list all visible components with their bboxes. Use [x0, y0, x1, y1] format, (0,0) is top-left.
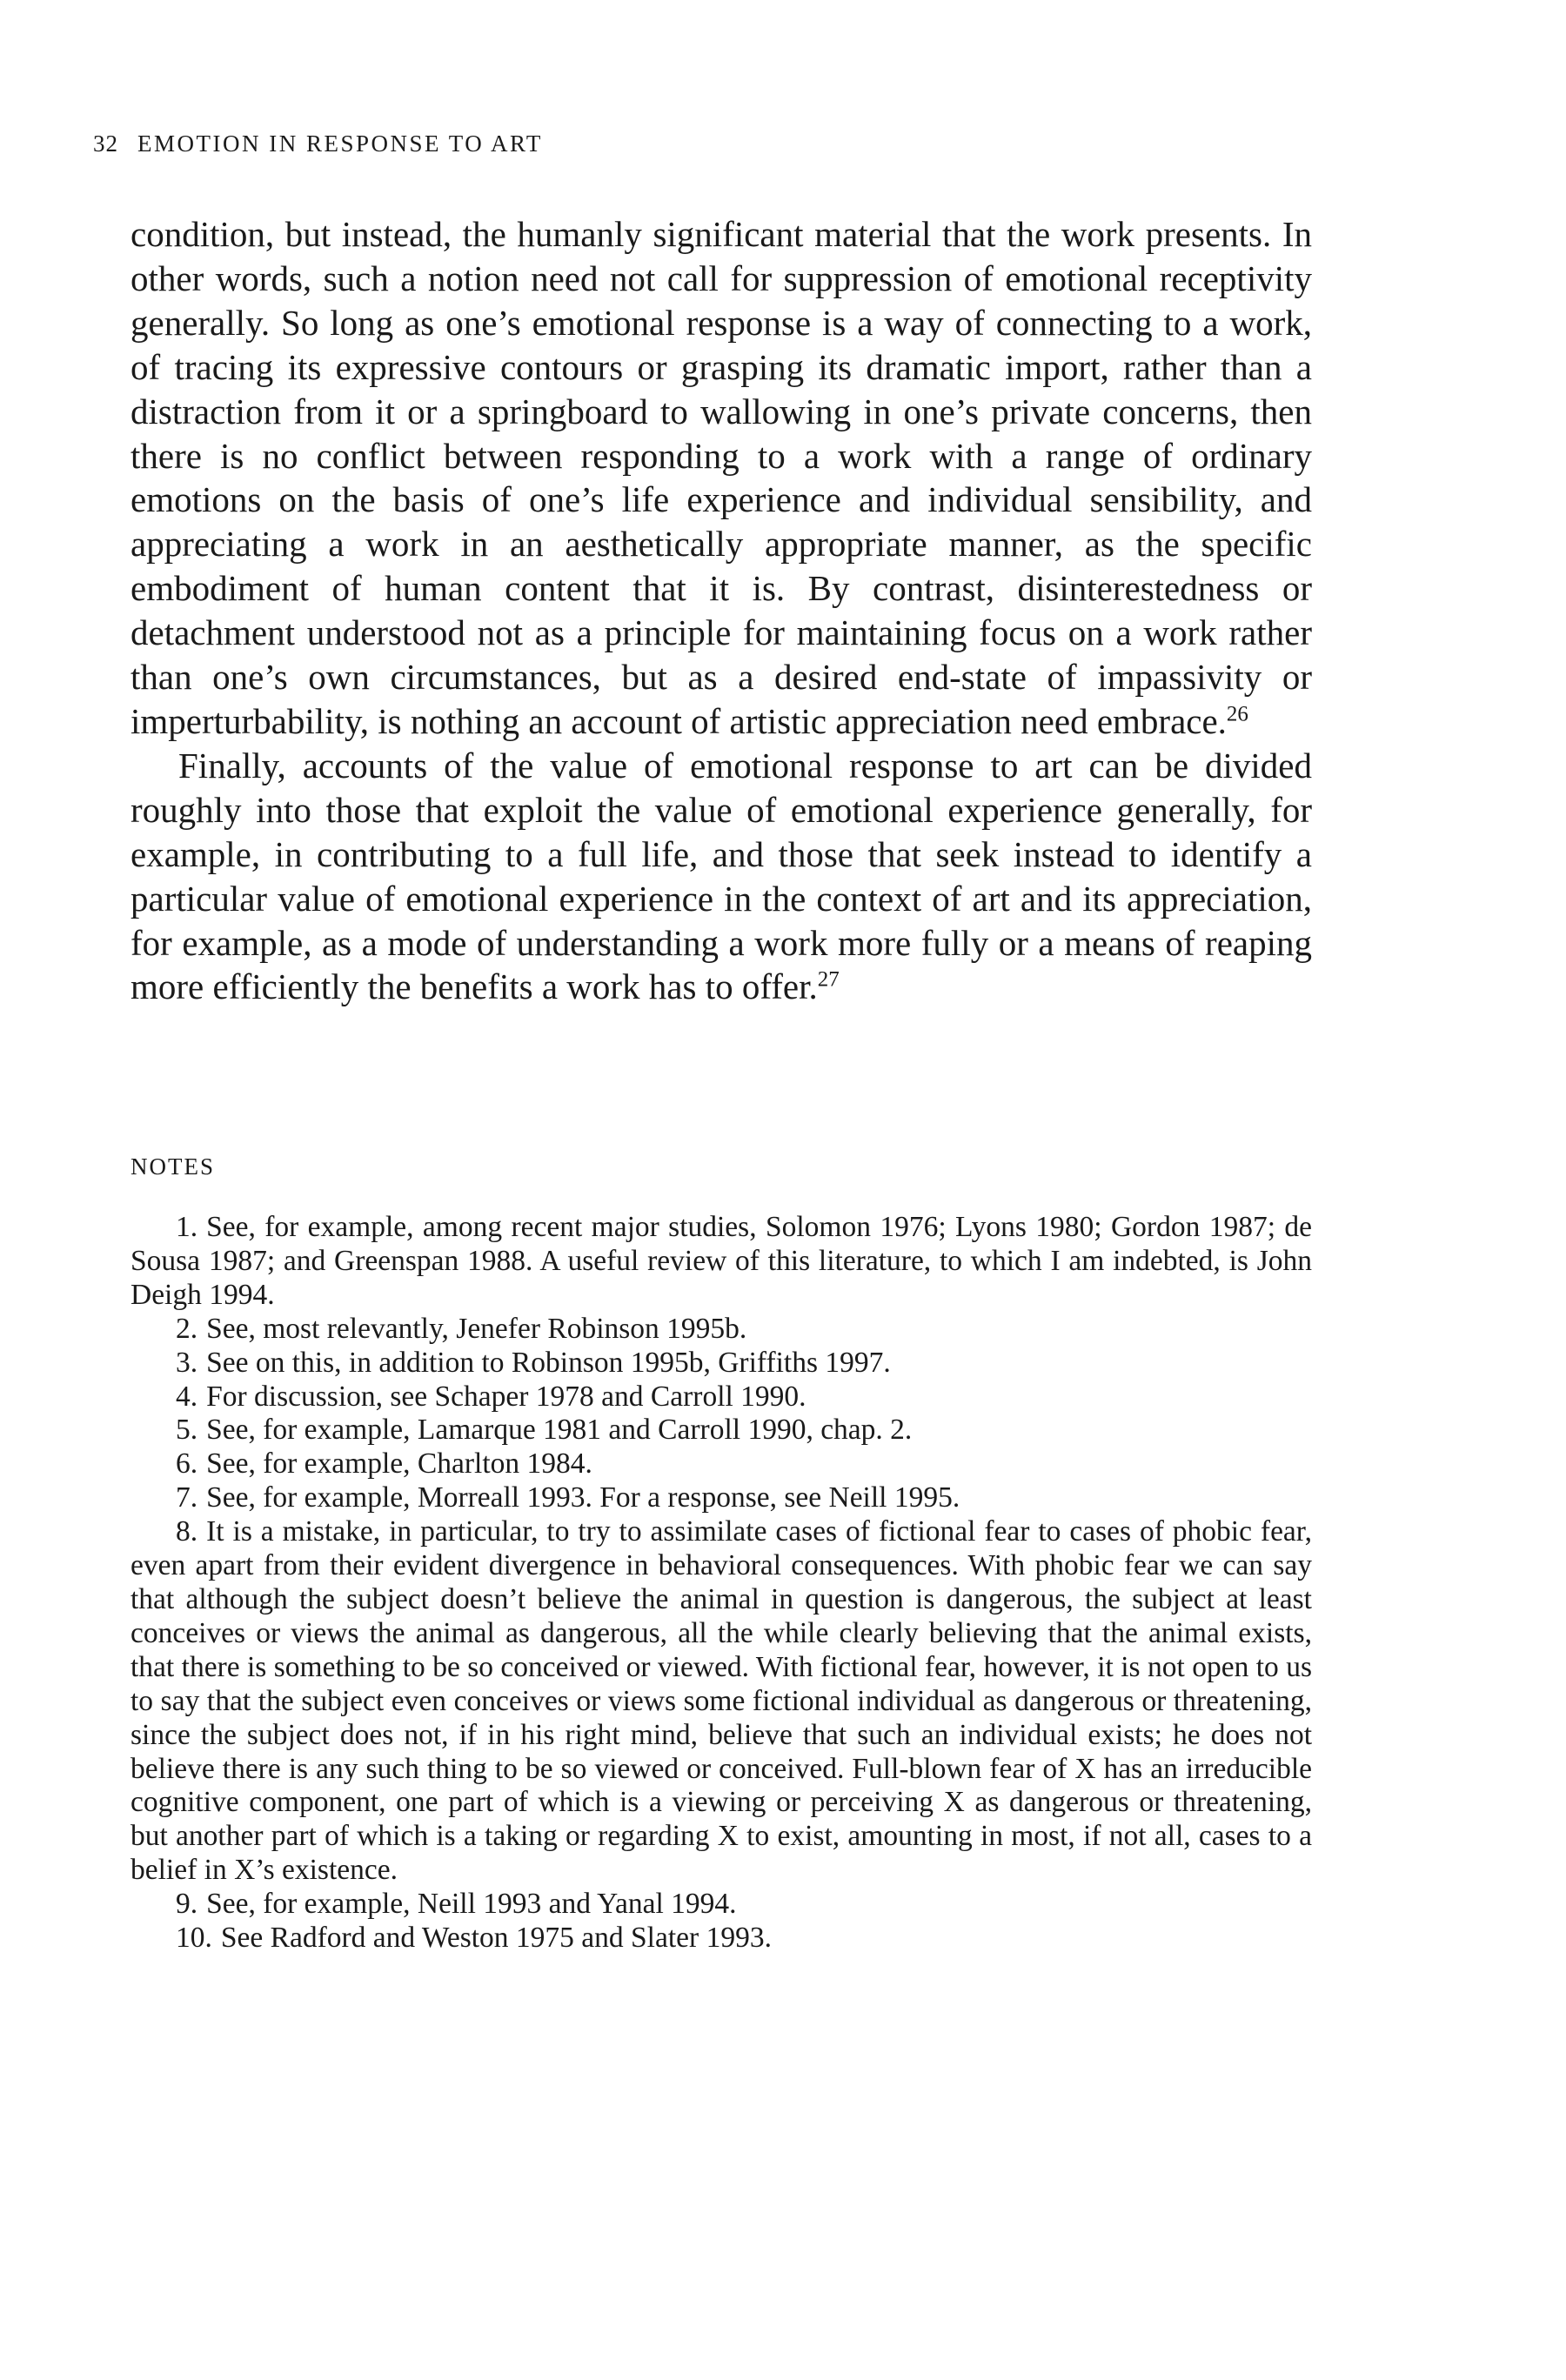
notes-list — [130, 1211, 1312, 1955]
footnote-text: See, most relevantly, Jenefer Robinson 1995b. — [206, 1312, 747, 1345]
paragraph-text: condition, but instead, the humanly significant material that the work presents. In other words, such a notion need not call for suppression of emotional receptivity generally. So long as one’s emotional response is a way of connecting to a work, of tracing its expressive contours or grasping its dramatic import, rather than a distraction from it or a springboard to wallowing in one’s private concerns, then there is no conflict between responding to a work with a range of ordinary emotions on the basis of one’s life experience and individual sensibility, and appreciating a work in an aesthetically appropriate manner, as the specific embodiment of human content that it is. By contrast, disinterestedness or detachment understood not as a principle for maintaining focus on a work rather than one’s own circumstances, but as a desired end-state of impassivity or imperturbability, is nothing an account of artistic appreciation need embrace. — [130, 214, 1312, 741]
footnote-text: See, for example, Neill 1993 and Yanal 1994. — [206, 1888, 737, 1921]
footnote-number: 1. — [176, 1211, 198, 1243]
footnote — [130, 1211, 1312, 1313]
main-text — [130, 212, 1312, 1009]
footnote-number: 8. — [176, 1515, 198, 1548]
footnote-number: 3. — [176, 1346, 198, 1379]
footnote-text: See on this, in addition to Robinson 1995b, Griffiths 1997. — [206, 1346, 891, 1379]
footnote-number: 2. — [176, 1312, 198, 1345]
footnote-text: See, for example, Charlton 1984. — [206, 1447, 592, 1481]
footnote — [130, 1888, 1312, 1922]
footnote-text: See, for example, among recent major studies, Solomon 1976; Lyons 1980; Gordon 1987; de Sousa 1987; and Greenspan 1988. A useful review of this literature, to which I am indebted, is John Deigh 1994. — [130, 1211, 1312, 1311]
footnote-number: 7. — [176, 1481, 198, 1514]
running-head — [93, 128, 543, 159]
footnote-text: For discussion, see Schaper 1978 and Carroll 1990. — [206, 1380, 806, 1413]
footnote-number: 5. — [176, 1414, 198, 1447]
footnote-number: 10. — [176, 1922, 212, 1955]
footnote-text: See, for example, Lamarque 1981 and Carroll 1990, chap. 2. — [206, 1414, 913, 1447]
footnote — [130, 1414, 1312, 1447]
footnote-text: See Radford and Weston 1975 and Slater 1993. — [220, 1922, 772, 1955]
paragraph — [130, 212, 1312, 744]
running-title: EMOTION IN RESPONSE TO ART — [137, 130, 543, 157]
footnote-text: See, for example, Morreall 1993. For a response, see Neill 1995. — [206, 1481, 960, 1514]
footnote-text: It is a mistake, in particular, to try to assimilate cases of fictional fear to cases of phobic fear, even apart from their evident divergence in behavioral consequences. With phobic fear we can say that although the subject doesn’t believe the animal in question is dangerous, the subject at least conceives or views the animal as dangerous, all the while clearly believing that the animal exists, that there is something to be so conceived or viewed. With fictional fear, however, it is not open to us to say that the subject even conceives or views some fictional individual as dangerous or threatening, since the subject does not, if in his right mind, believe that such an individual exists; he does not believe there is any such thing to be so viewed or conceived. Full-blown fear of X has an irreducible cognitive component, one part of which is a viewing or perceiving X as dangerous or threatening, but another part of which is a taking or regarding X to exist, amounting in most, if not all, cases to a belief in X’s existence. — [130, 1515, 1312, 1887]
footnote — [130, 1381, 1312, 1414]
notes-heading: NOTES — [130, 1153, 215, 1180]
footnote — [130, 1515, 1312, 1888]
footnote-ref: 26 — [1226, 702, 1248, 726]
footnote — [130, 1347, 1312, 1381]
footnote — [130, 1922, 1312, 1955]
paragraph — [130, 744, 1312, 1009]
footnote-number: 6. — [176, 1447, 198, 1481]
footnote-number: 9. — [176, 1888, 198, 1921]
footnote — [130, 1481, 1312, 1515]
footnote-ref: 27 — [817, 967, 840, 992]
footnote — [130, 1447, 1312, 1481]
page-number: 32 — [93, 130, 118, 157]
footnote-number: 4. — [176, 1380, 198, 1413]
paragraph-text: Finally, accounts of the value of emotional response to art can be divided roughly into those that exploit the value of emotional experience generally, for example, in contributing to a full life, and those that seek instead to identify a particular value of emotional experience in the context of art and its appreciation, for example, as a mode of understanding a work more fully or a means of reaping more efficiently the benefits a work has to offer. — [130, 745, 1312, 1007]
footnote — [130, 1313, 1312, 1347]
